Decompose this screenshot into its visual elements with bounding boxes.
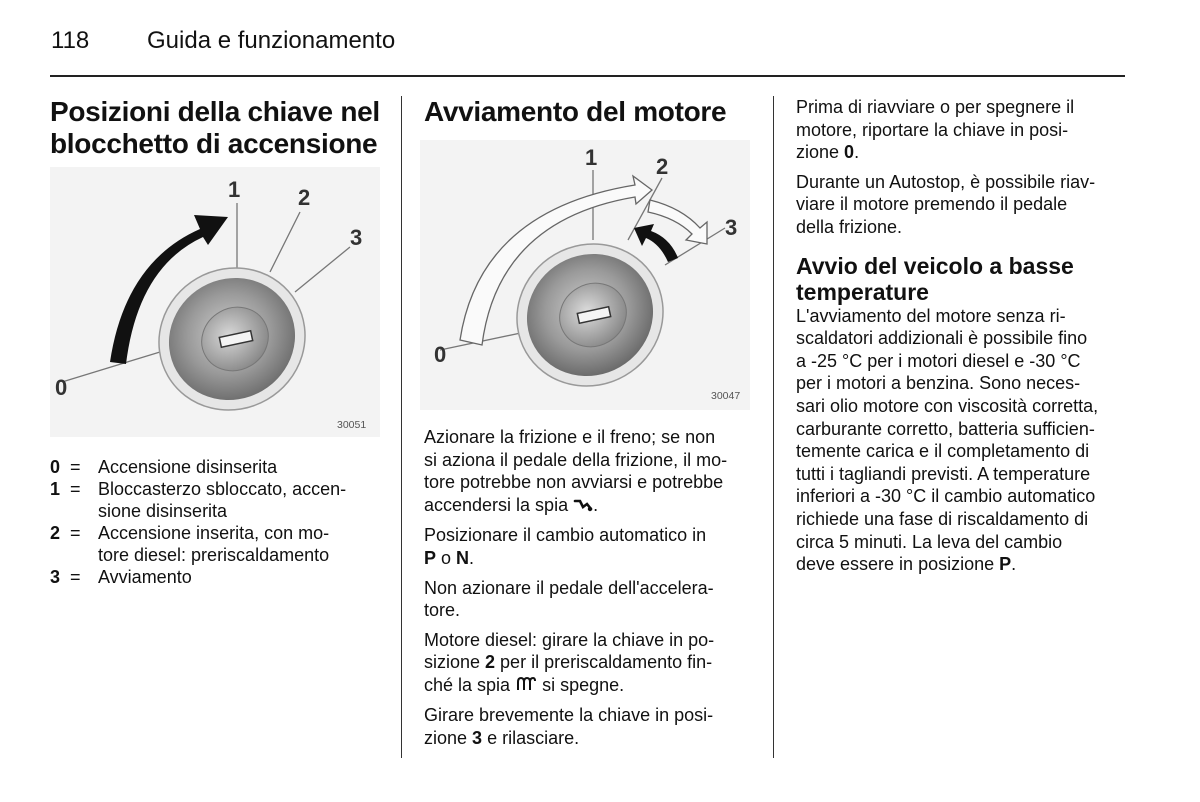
legend-row [50, 456, 380, 478]
page-number: 118 [51, 27, 90, 54]
figure1-label-1: 1 [228, 177, 241, 202]
legend-text: Avviamento [98, 567, 192, 587]
legend-eq: = [70, 567, 81, 587]
column-divider-1 [401, 96, 402, 758]
ignition-key-positions-figure [50, 167, 380, 437]
legend-key: 1 [50, 479, 61, 499]
header-rule [50, 75, 1125, 77]
figure1-label-3: 3 [350, 225, 363, 250]
figure2-label-1: 1 [585, 145, 598, 170]
figure1-label-0: 0 [55, 375, 68, 400]
paragraph: Girare brevemente la chiave in posi- zione 3 e rilasciare. [424, 705, 714, 749]
paragraph: L'avviamento del motore senza ri- scaldatori addizionali è possibile fino a -25 °C per i motori diesel e -30 °C per i motori a benzina. Sono neces- sari olio motore con viscosità corretta, carburante corretto, batteria sufficien- temente carica e il completamento di tutti i tagliandi previsti. A temperature inferiori a -30 °C il cambio automatico richiede una fase di riscaldamento di circa 5 minuti. La leva del cambio deve essere in posizione P. [796, 305, 1099, 575]
legend-key: 2 [50, 523, 61, 543]
figure2-label-3: 3 [725, 215, 738, 240]
legend-text: Accensione disinserita [98, 457, 278, 477]
cold-start-subheading: Avvio del veicolo a basse temperature [796, 252, 1074, 305]
column-1-heading [50, 96, 390, 160]
engine-start-heading: Avviamento del motore [424, 96, 727, 127]
figure1-label-2: 2 [298, 185, 311, 210]
column-divider-2 [773, 96, 774, 758]
legend-text: Accensione inserita, con mo- tore diesel: preriscaldamento [98, 523, 330, 565]
figure2-label-2: 2 [656, 154, 669, 179]
legend-row [50, 478, 380, 522]
clutch-pedal-warning-icon [573, 495, 593, 518]
legend-row [50, 522, 380, 566]
paragraph: Motore diesel: girare la chiave in po- sizione 2 per il preriscaldamento fin- ché la spia si spegne. [424, 629, 764, 698]
figure2-code: 30047 [711, 390, 741, 402]
legend-eq: = [70, 457, 81, 477]
column-2-heading [424, 96, 764, 128]
legend-key: 0 [50, 457, 61, 477]
key-positions-legend [50, 456, 380, 588]
legend-text: Bloccasterzo sbloccato, accen- sione disinserita [98, 479, 347, 521]
heading-line-1: Posizioni della chiave nel [50, 96, 380, 127]
legend-key: 3 [50, 567, 61, 587]
paragraph: Durante un Autostop, è possibile riav- viare il motore premendo il pedale della frizione. [796, 171, 1096, 237]
paragraph: Azionare la frizione e il freno; se non si aziona il pedale della frizione, il mo- tore potrebbe non avviarsi e potrebbe accendersi la spia . [424, 426, 764, 517]
figure1-code: 30051 [337, 419, 367, 431]
figure2-label-0: 0 [434, 342, 447, 367]
paragraph: Prima di riavviare o per spegnere il motore, riportare la chiave in posi- zione 0. [796, 97, 1075, 163]
engine-start-figure [420, 140, 750, 410]
section-title: Guida e funzionamento [147, 27, 396, 54]
legend-eq: = [70, 523, 81, 543]
legend-row [50, 566, 380, 588]
paragraph: Non azionare il pedale dell'accelera- tore. [424, 577, 714, 621]
column-2-body [424, 426, 764, 750]
legend-eq: = [70, 479, 81, 499]
heading-line-2: blocchetto di accensione [50, 128, 378, 159]
column-3-body [796, 96, 1131, 576]
paragraph: Posizionare il cambio automatico in P o N. [424, 525, 707, 568]
glow-plug-preheat-icon [515, 675, 537, 698]
